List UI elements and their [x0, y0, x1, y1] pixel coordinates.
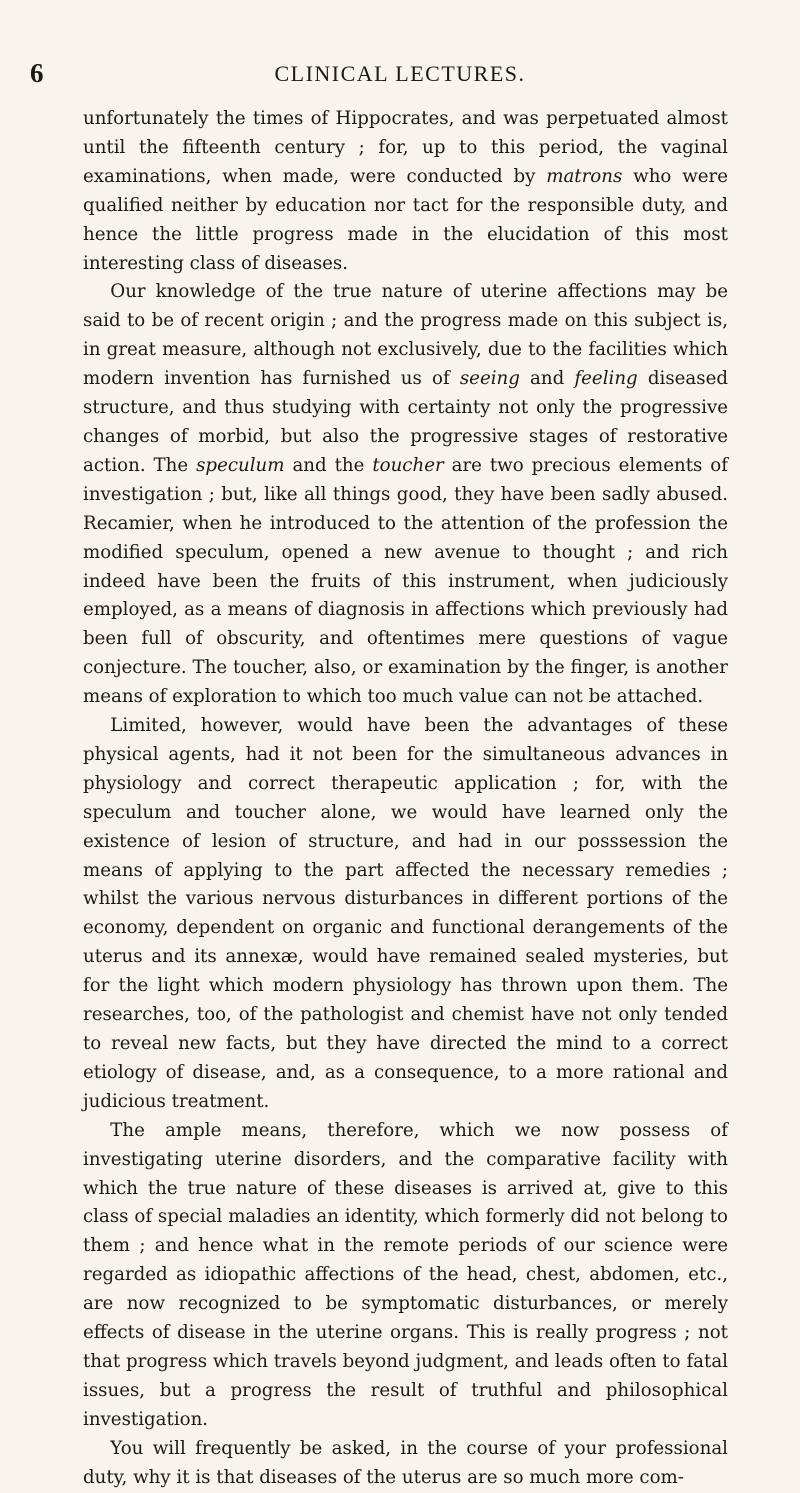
paragraph — [83, 1117, 728, 1435]
italic-text: toucher — [372, 454, 444, 476]
page-header — [0, 58, 800, 88]
text-segment: and the — [284, 454, 373, 476]
italic-text: speculum — [196, 454, 285, 476]
text-segment: Limited, however, would have been the advantages of these physical agents, had it not been for the simultaneous advances in physiology and correct therapeutic application ; for, with the speculum and toucher alone, we would have learned only the existence of lesion of structure, and had in our posssession the means of applying to the part affected the necessary remedies ; whilst the various nervous disturbances in different portions of the economy, dependent on organic and functional derangements of the uterus and its annexæ, would have remained sealed mysteries, but for the light which modern physiology has thrown upon them. The researches, too, of the pathologist and chemist have not only tended to reveal new facts, but they have directed the mind to a correct etiology of disease, and, as a consequence, to a more rational and judicious treatment. — [83, 715, 728, 1112]
text-segment: are two precious elements of investigation ; but, like all things good, they have been sadly abused. Recamier, when he introduced to the attention of the profession the modified speculum, opened a new avenue to thought ; and rich indeed have been the fruits of this instrument, when judiciously employed, as a means of diagnosis in affections which previously had been full of obscurity, and oftentimes mere questions of vague conjecture. The toucher, also, or examination by the finger, is another means of exploration to which too much value can not be attached. — [83, 454, 728, 708]
text-segment: Our knowledge of the true nature of uterine affections may be said to be of recent origin ; and the progress made on this subject is, in great measure, although not exclusively, due to the facilities which modern invention has furnished us of — [83, 281, 728, 390]
page-number: 6 — [30, 58, 44, 88]
text-segment: diseased structure, and thus studying with certainty not only the progressive changes of morbid, but also the progressive stages of restorative action. The — [83, 368, 728, 476]
italic-text: seeing — [459, 368, 520, 390]
text-segment: The ample means, therefore, which we now possess of investigating uterine disorders, and the comparative facility with which the true nature of these diseases is arrived at, give to this class of special maladies an identity, which formerly did not belong to them ; and hence what in the remote periods of our science were regarded as idiopathic affections of the head, chest, abdomen, etc., are now recognized to be symptomatic disturbances, or merely effects of disease in the uterine organs. This is really progress ; not that progress which travels beyond judgment, and leads often to fatal issues, but a progress the result of truthful and philosophical investigation. — [83, 1119, 728, 1430]
paragraph — [83, 278, 728, 712]
text-segment: who were qualified neither by education nor tact for the responsible duty, and hence the little progress made in the elucidation of this most interesting class of diseases. — [83, 165, 728, 274]
paragraph — [83, 712, 728, 1117]
text-segment: unfortunately the times of Hippocrates, and was perpetuated almost until the fifteenth century ; for, up to this period, the vaginal examinations, when made, were conducted by — [83, 108, 728, 187]
italic-text: feeling — [574, 368, 638, 390]
paragraph — [83, 105, 728, 278]
body-text — [83, 105, 728, 1493]
text-segment: You will frequently be asked, in the course of your professional duty, why it is that diseases of the uterus are so much more com- — [83, 1437, 728, 1488]
text-segment: and — [519, 368, 575, 390]
italic-text: matrons — [546, 165, 623, 187]
paragraph — [83, 1435, 728, 1493]
running-title: CLINICAL LECTURES. — [274, 61, 526, 86]
